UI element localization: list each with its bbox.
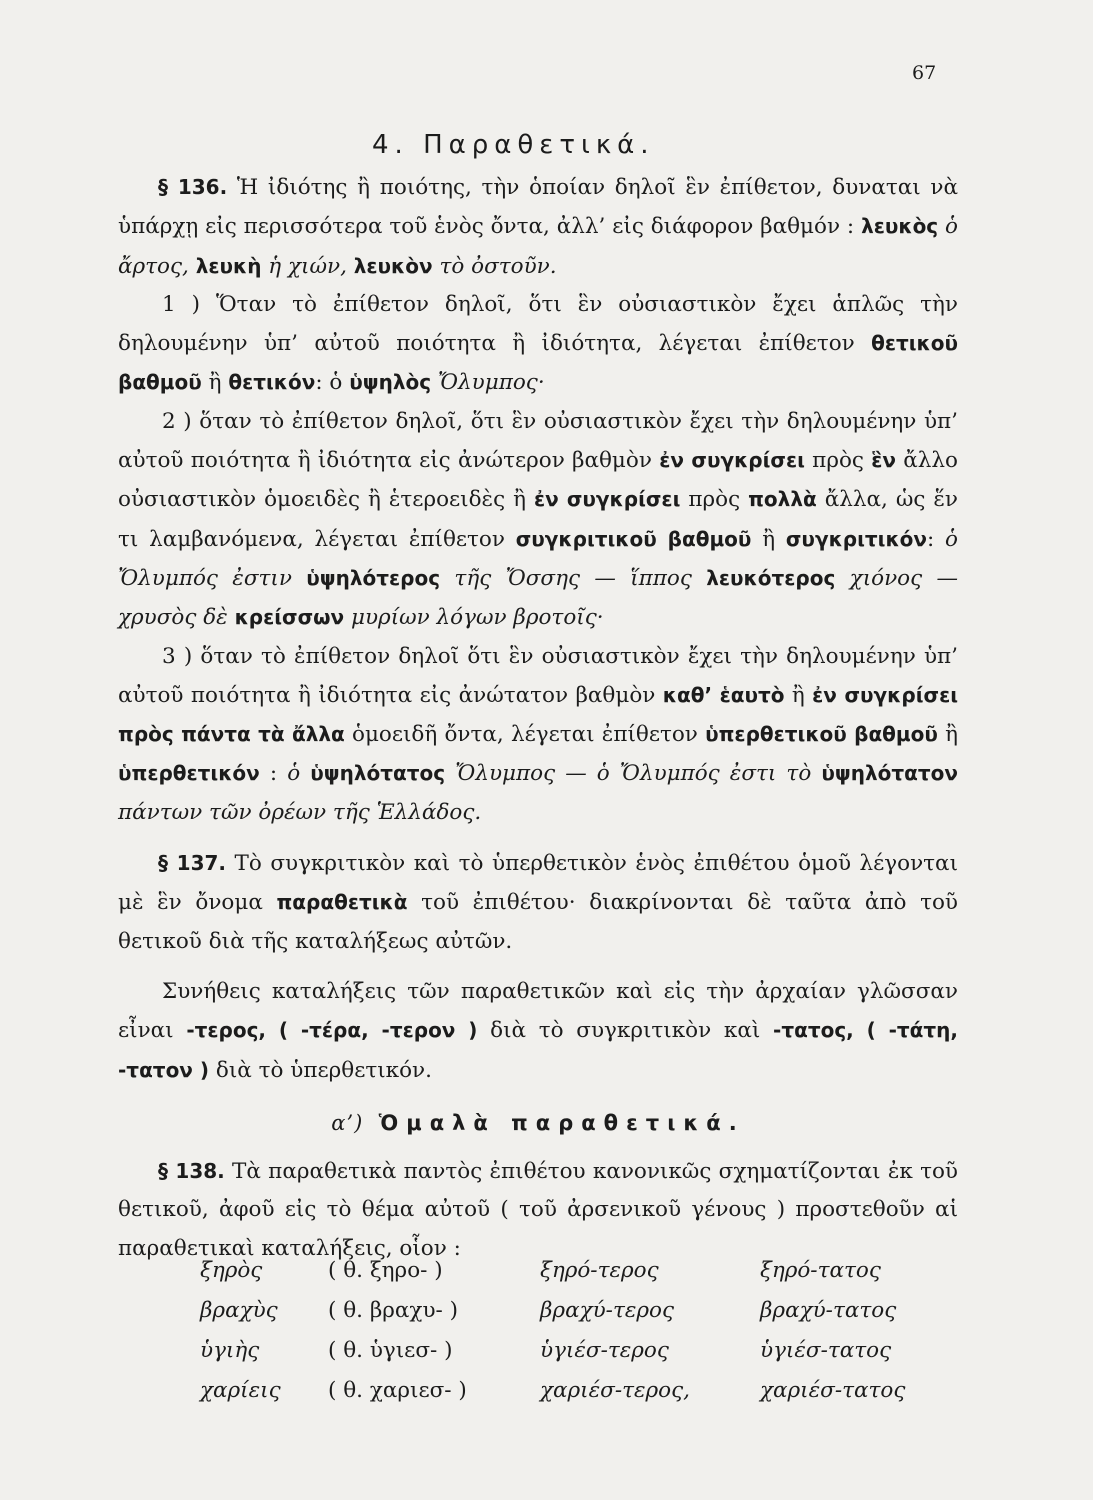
superlative-form: ξηρό-τατος — [760, 1257, 881, 1283]
italic-text: Ὄλυμπος· — [431, 370, 545, 396]
text-run: πρὸς — [804, 448, 872, 474]
text-run: ἄλλο οὐσιαστικὸν ὁμοειδὲς ἢ ἑτεροειδὲς ἢ — [118, 448, 958, 513]
bold-term: καθ’ ἑαυτὸ — [662, 682, 785, 707]
bold-term: ἓν — [871, 448, 896, 473]
bold-term: λευκὴ — [195, 253, 262, 278]
comparative-form: ξηρό-τερος — [540, 1257, 659, 1283]
text-run: Ἡ ἰδιότης ἢ ποιότης, τὴν ὁποίαν δηλοῖ ἓν ἐπίθετον, δυναται νὰ ὑπάρχῃ εἰς περισσότερα τοῦ ἑνὸς ὄντα, ἀλλ’ εἰς διάφορον βαθμόν : — [118, 175, 958, 240]
subsection-title — [118, 1104, 958, 1142]
italic-text: ὁ ἄρτος, — [118, 214, 958, 279]
bold-term: ὑπερθετικόν — [118, 761, 260, 786]
body-text — [118, 168, 958, 1268]
stem-form: ( θ. βραχυ- ) — [328, 1297, 459, 1323]
bold-term: κρείσσων — [234, 605, 345, 630]
example-row — [200, 1370, 920, 1410]
bold-term: θετικοῦ βαθμοῦ — [118, 331, 958, 395]
text-run: : — [927, 526, 946, 552]
bold-term: ὑψηλότατος — [310, 761, 446, 786]
text-run: τοῦ ἐπιθέτου· διακρίνονται δὲ ταῦτα ἀπὸ τοῦ θετικοῦ διὰ τῆς καταλήξεως αὐτῶν. — [118, 890, 958, 954]
stem-form: ( θ. ὑγιεσ- ) — [328, 1337, 453, 1363]
paragraph-137 — [118, 844, 958, 961]
text-run: : — [259, 761, 288, 787]
text-run: Τὸ συγκριτικὸν καὶ τὸ ὑπερθετικὸν ἑνὸς ἐπιθέτου ὁμοῦ λέγονται μὲ ἓν ὄνομα — [118, 851, 959, 916]
section-title: 4. Παραθετικά. — [372, 130, 655, 160]
example-row — [200, 1250, 920, 1290]
text-run: διὰ τὸ ὑπερθετικόν. — [209, 1057, 432, 1083]
text-run: πρὸς — [680, 487, 749, 513]
superlative-form: χαριέσ-τατος — [760, 1377, 906, 1403]
bold-term: ὑψηλότερος — [306, 565, 441, 590]
italic-text: χιόνος — χρυσὸς δὲ — [118, 565, 958, 631]
text-run: 2 ) ὅταν τὸ ἐπίθετον δηλοῖ, ὅτι ἓν οὐσιαστικὸν ἔχει τὴν δηλουμένην ὑπ’ αὐτοῦ ποιότητα ἢ ἰδιότητα εἰς ἀνώτερον βαθμὸν — [118, 408, 958, 474]
bold-term: -τερος, ( -τέρα, -τερον ) — [186, 1018, 478, 1043]
bold-term: ὑψηλότατον — [821, 761, 958, 786]
positive-form: ὑγιὴς — [200, 1337, 260, 1363]
section-mark: § 136. — [158, 175, 228, 199]
italic-text: τῆς Ὄσσης — ἵππος — [440, 565, 707, 591]
text-run: : ὁ — [315, 370, 350, 396]
examples-table — [200, 1250, 920, 1410]
bold-term: παραθετικὰ — [276, 890, 408, 915]
positive-form: χαρίεις — [200, 1377, 281, 1403]
paragraph-136 — [118, 168, 958, 286]
italic-text: τὸ ὀστοῦν. — [432, 253, 557, 279]
paragraph-point-3 — [118, 638, 958, 832]
italic-text: Ὄλυμπος — ὁ Ὄλυμπός ἐστι τὸ — [445, 761, 822, 787]
text-run: ὁμοειδῆ ὄντα, λέγεται ἐπίθετον — [344, 722, 706, 748]
bold-term: λευκὸν — [353, 253, 433, 278]
italic-text: ἡ χιών, — [261, 253, 354, 279]
bold-term: -τατος, ( -τάτη, -τατον ) — [118, 1018, 959, 1082]
superlative-form: βραχύ-τατος — [760, 1297, 897, 1323]
bold-term: ὑψηλὸς — [349, 370, 432, 395]
paragraph-endings — [118, 973, 958, 1090]
positive-form: βραχὺς — [200, 1297, 278, 1323]
text-run: 1 ) Ὅταν τὸ ἐπίθετον δηλοῖ, ὅτι ἓν οὐσιαστικὸν ἔχει ἁπλῶς τὴν δηλουμένην ὑπ’ αὐτοῦ ποιότητα ἢ ἰδιότητα, λέγεται ἐπίθετον — [118, 291, 958, 357]
example-row — [200, 1330, 920, 1370]
text-run: ἢ — [201, 370, 229, 396]
text-run: ἢ — [784, 682, 813, 708]
bold-term: πολλὰ — [748, 487, 817, 512]
bold-term: ὑπερθετικοῦ βαθμοῦ — [705, 722, 938, 747]
italic-text: ὁ — [287, 761, 311, 787]
bold-term: λευκὸς — [861, 214, 939, 239]
subsection-text: Ὁμαλὰ παραθετικά. — [378, 1110, 745, 1135]
comparative-form: ὑγιέσ-τερος — [540, 1337, 669, 1363]
bold-term: συγκριτικοῦ βαθμοῦ — [515, 526, 752, 551]
italic-text: ὁ Ὄλυμπός ἐστιν — [118, 526, 958, 591]
bold-term: ἐν συγκρίσει — [659, 448, 805, 473]
bold-term: λευκότερος — [706, 565, 836, 590]
bold-term: ἐν συγκρίσει — [533, 487, 681, 512]
stem-form: ( θ. χαριεσ- ) — [328, 1377, 467, 1403]
section-mark: § 137. — [158, 851, 226, 876]
italic-text: μυρίων λόγων βροτοῖς· — [344, 605, 604, 631]
comparative-form: χαριέσ-τερος, — [540, 1377, 690, 1403]
bold-term: συγκριτικόν — [785, 526, 928, 551]
text-run: ἢ — [937, 722, 958, 748]
text-run: ἢ — [751, 526, 786, 552]
paragraph-point-2 — [118, 403, 958, 638]
page-number: 67 — [912, 62, 937, 84]
italic-text: πάντων τῶν ὀρέων τῆς Ἑλλάδος. — [118, 799, 482, 825]
comparative-form: βραχύ-τερος — [540, 1297, 675, 1323]
text-run: ἄλλα, ὡς ἕν τι λαμβανόμενα, λέγεται ἐπίθετον — [118, 487, 958, 552]
superlative-form: ὑγιέσ-τατος — [760, 1337, 892, 1363]
example-row — [200, 1290, 920, 1330]
subsection-label: α’) — [331, 1110, 364, 1135]
text-run: 3 ) ὅταν τὸ ἐπίθετον δηλοῖ ὅτι ἓν οὐσιαστικὸν ἔχει τὴν δηλουμένην ὑπ’ αὐτοῦ ποιότητα ἢ ἰδιότητα εἰς ἀνώτατον βαθμὸν — [118, 643, 958, 708]
paragraph-point-1 — [118, 286, 958, 403]
stem-form: ( θ. ξηρο- ) — [328, 1257, 443, 1283]
text-run: Τὰ παραθετικὰ παντὸς ἐπιθέτου κανονικῶς σχηματίζονται ἐκ τοῦ θετικοῦ, ἀφοῦ εἰς τὸ θέμα αὐτοῦ ( τοῦ ἀρσενικοῦ γένους ) προστεθοῦν αἱ παραθετικαὶ καταλήξεις, οἷον : — [118, 1159, 958, 1261]
text-run: Συνήθεις καταλήξεις τῶν παραθετικῶν καὶ εἰς τὴν ἀρχαίαν γλῶσσαν εἶναι — [118, 978, 958, 1044]
bold-term: θετικόν — [228, 370, 316, 395]
section-mark: § 138. — [158, 1159, 225, 1184]
positive-form: ξηρὸς — [200, 1257, 263, 1283]
text-run: διὰ τὸ συγκριτικὸν καὶ — [477, 1018, 774, 1044]
bold-term: ἐν συγκρίσει πρὸς πάντα τὰ ἄλλα — [118, 682, 958, 747]
